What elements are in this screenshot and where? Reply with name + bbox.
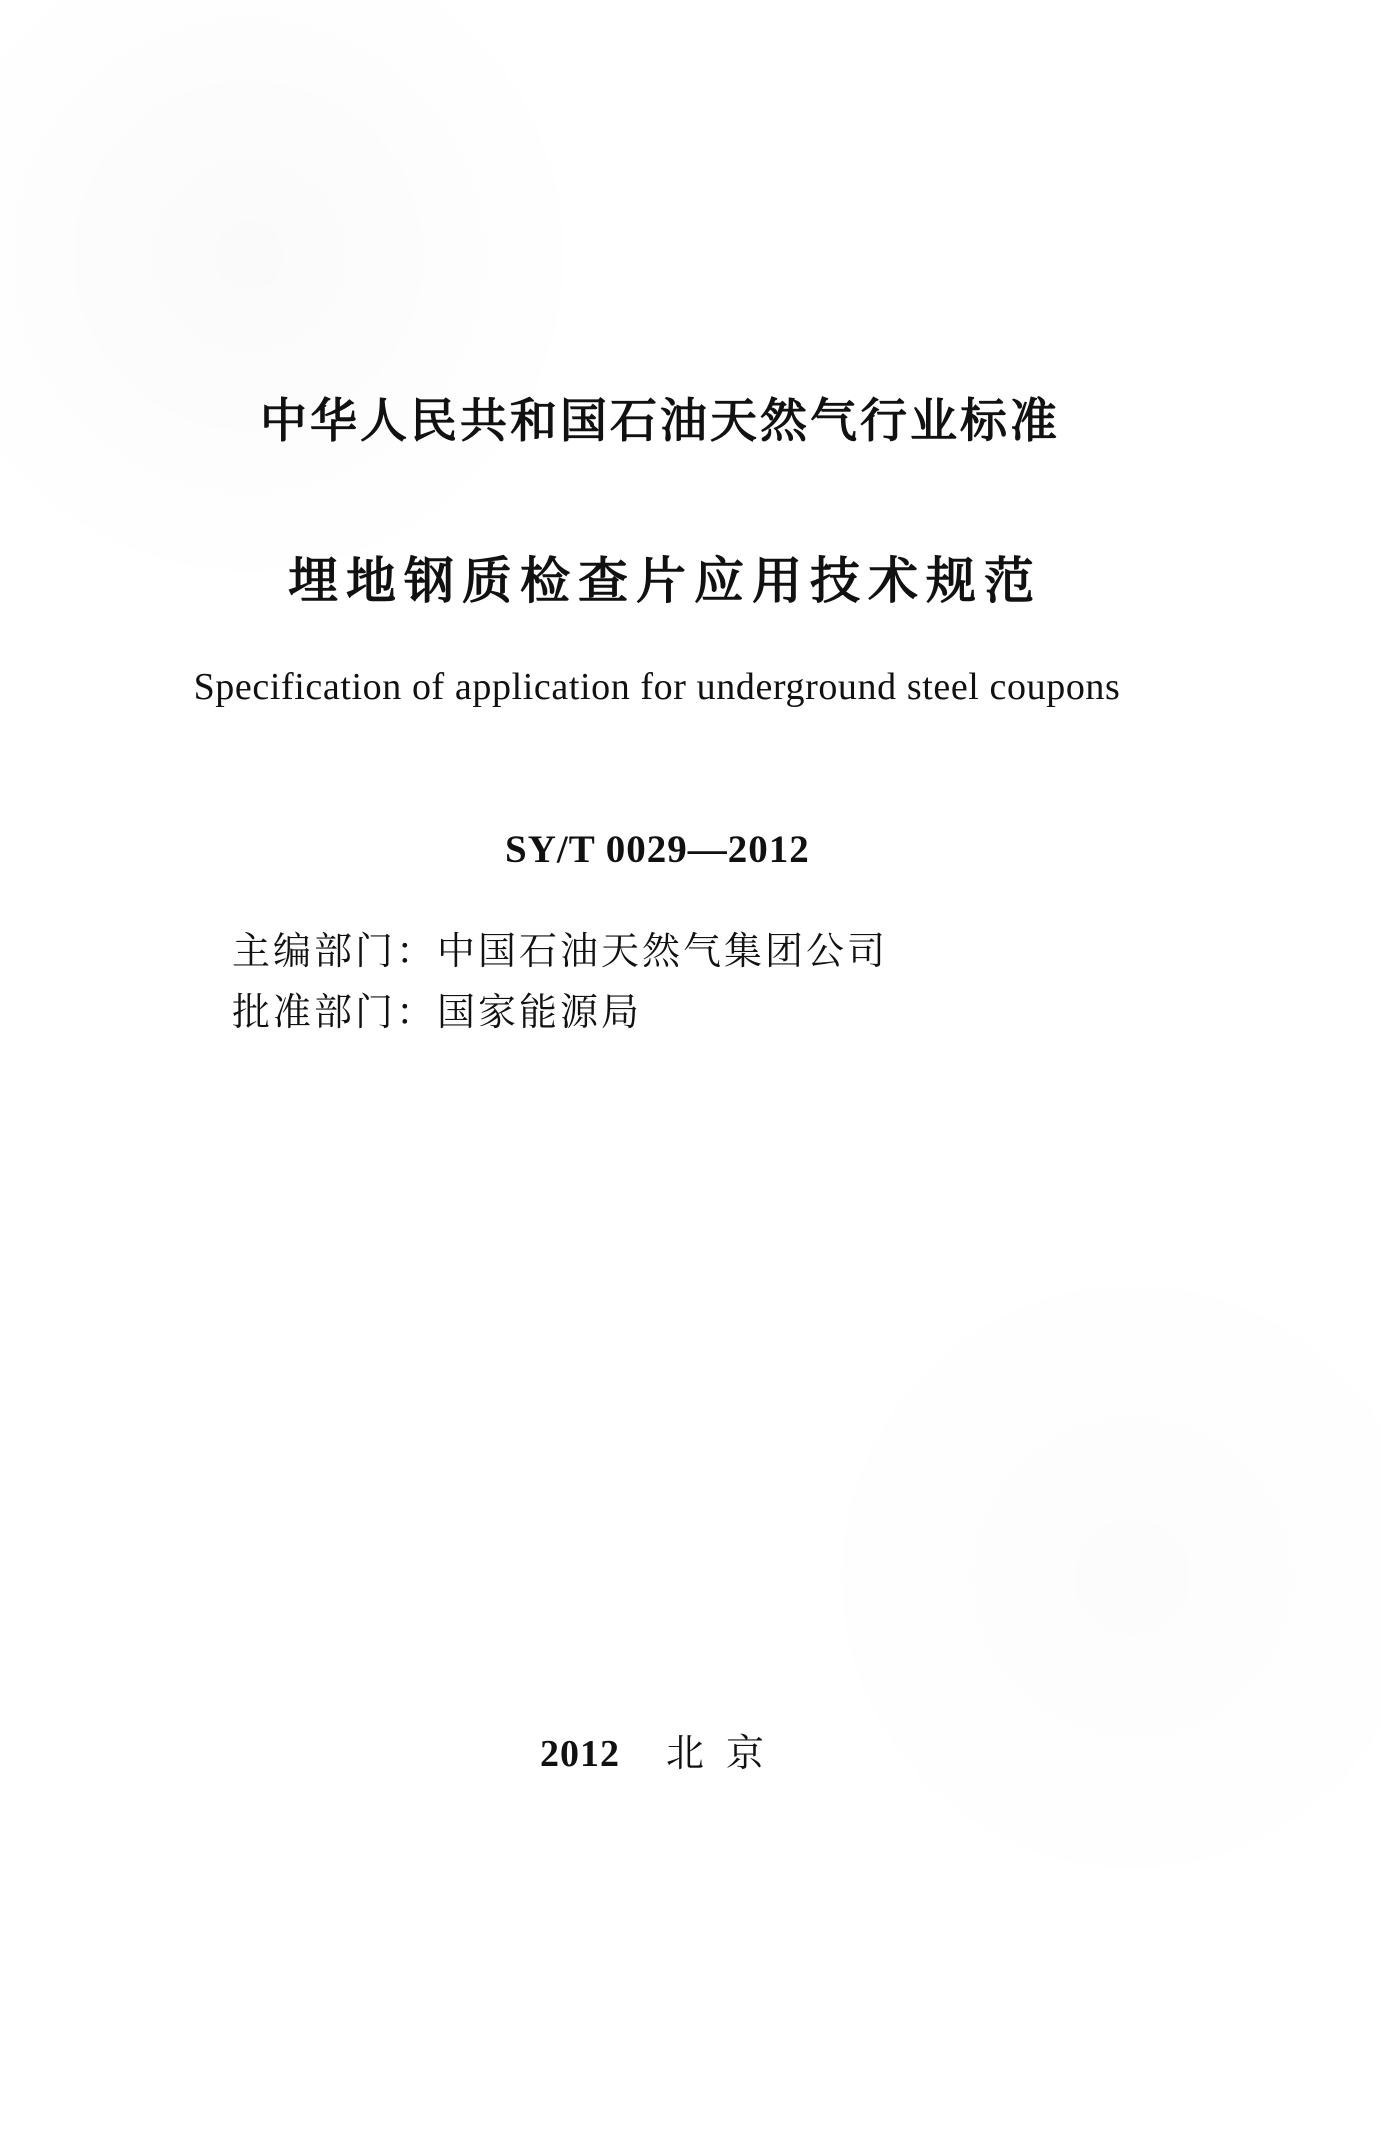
standard-number: SY/T 0029—2012 [505,828,810,871]
editor-department-value: 中国石油天然气集团公司 [437,929,889,973]
editor-department-row [232,929,889,973]
publication-imprint [540,1722,840,1777]
approver-department-value: 国家能源局 [437,990,643,1034]
document-title-english: Specification of application for underground steel coupons [193,666,1121,708]
editor-department-label: 主编部门： [232,929,438,973]
approver-department-row [232,990,643,1034]
document-title-chinese: 埋地钢质检查片应用技术规范 [288,552,1042,610]
publication-city: 北京 [666,1731,787,1775]
standard-series-heading: 中华人民共和国石油天然气行业标准 [260,394,1060,449]
approver-department-label: 批准部门： [232,990,438,1034]
publication-year: 2012 [540,1733,620,1775]
